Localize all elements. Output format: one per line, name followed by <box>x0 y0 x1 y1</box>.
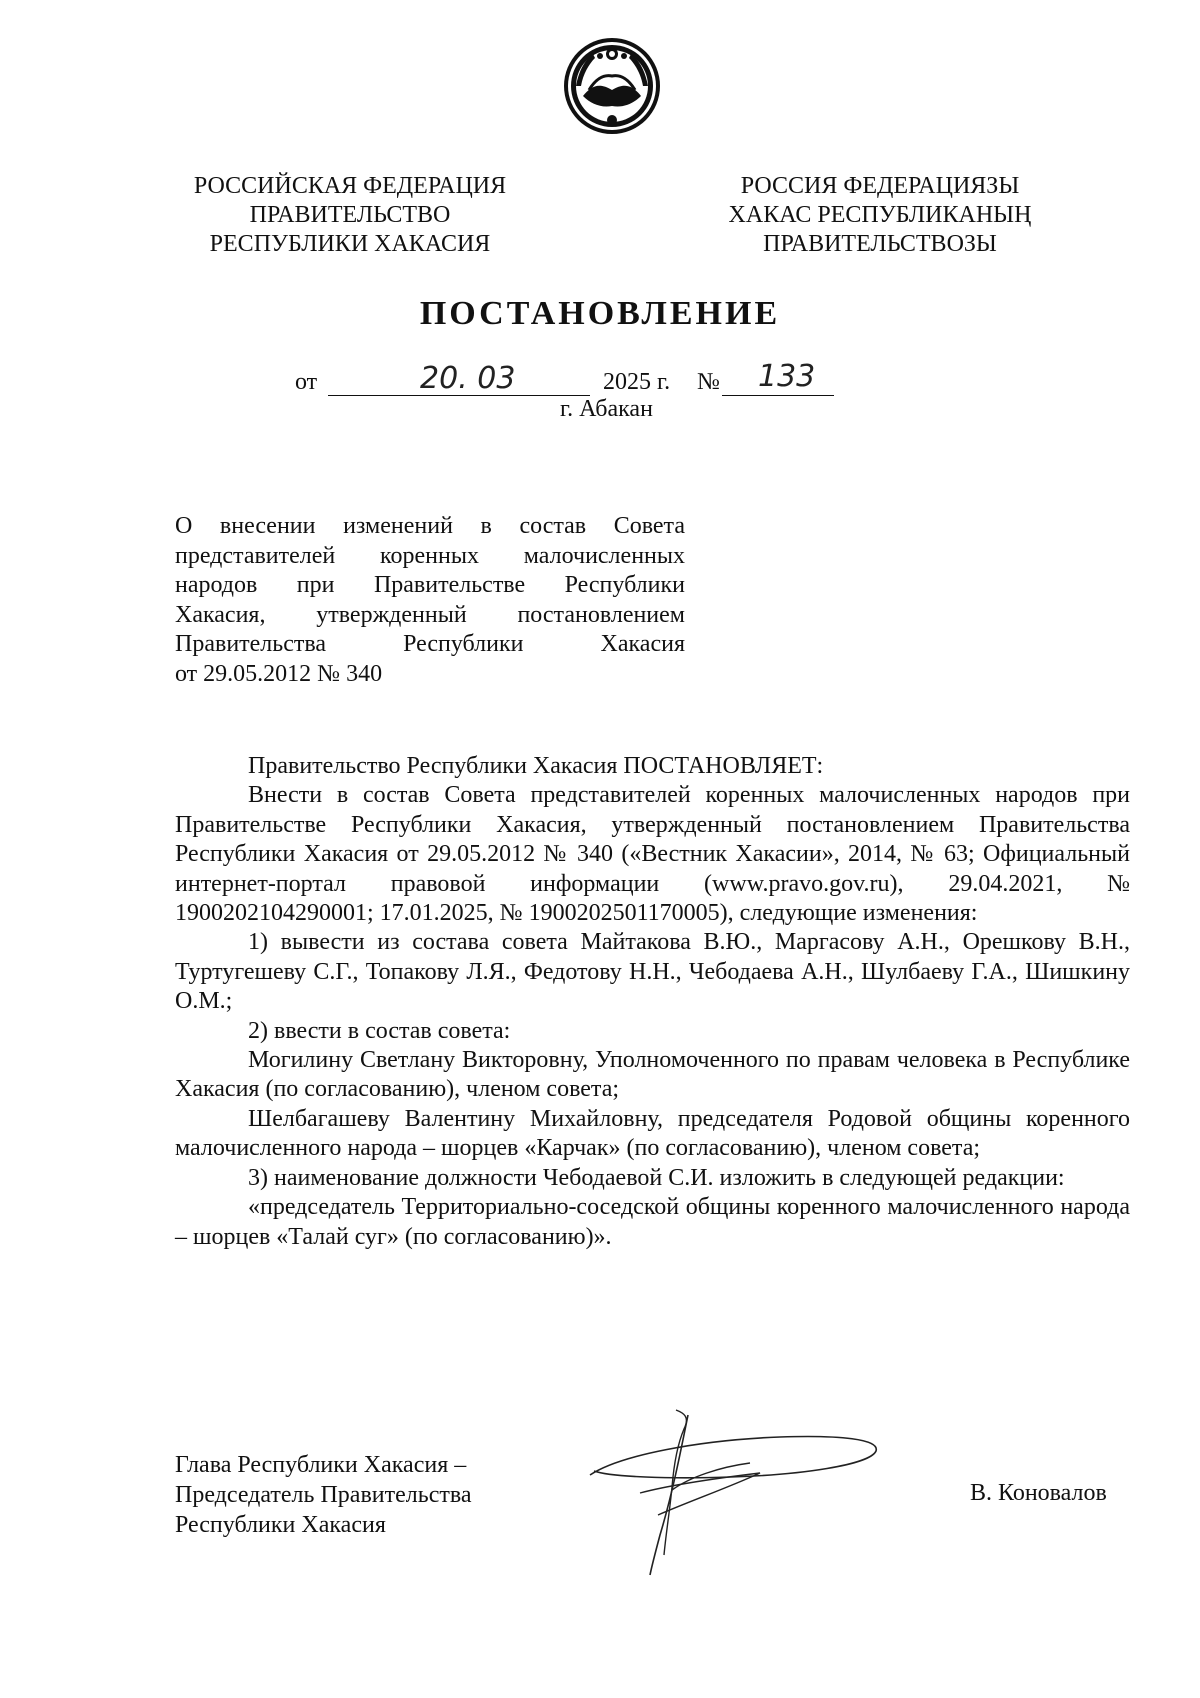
date-prefix: от <box>295 369 318 395</box>
subject-line-5: Правительства Республики Хакасия <box>175 631 685 657</box>
signatory-position-line-3: Республики Хакасия <box>175 1512 386 1538</box>
header-right-line-1: РОССИЯ ФЕДЕРАЦИЯЗЫ <box>740 173 1020 199</box>
body-paragraph-7: 3) наименование должности Чебодаевой С.И. изложить в следующей редакции: <box>248 1164 1065 1191</box>
header-left-line-2: ПРАВИТЕЛЬСТВО <box>249 202 451 228</box>
city-label: г. Абакан <box>560 396 653 422</box>
header-right-block <box>705 172 1055 259</box>
subject-line-6: от 29.05.2012 № 340 <box>175 660 383 687</box>
body-paragraph-5: Могилину Светлану Викторовну, Уполномоченного по правам человека в Республике Хакасия (по согласованию), членом совета; <box>175 1047 1130 1103</box>
header-right-line-2: ХАКАС РЕСПУБЛИКАНЫҢ <box>728 202 1032 228</box>
subject-line-4: Хакасия, утвержденный постановлением <box>175 601 685 628</box>
signatory-name: В. Коновалов <box>970 1480 1107 1506</box>
handwritten-date: 20. 03 <box>420 361 516 396</box>
body-paragraph-1: Правительство Республики Хакасия ПОСТАНОВЛЯЕТ: <box>248 753 824 779</box>
body-paragraph-4: 2) ввести в состав совета: <box>248 1017 511 1044</box>
handwritten-signature-icon <box>580 1405 910 1585</box>
body-paragraph-8: «председатель Территориально-соседской общины коренного малочисленного народа – шорцев «Талай суг» (по согласованию)». <box>175 1194 1130 1250</box>
header-left-line-3: РЕСПУБЛИКИ ХАКАСИЯ <box>209 231 491 257</box>
handwritten-number: 133 <box>758 359 816 394</box>
header-left-line-1: РОССИЙСКАЯ ФЕДЕРАЦИЯ <box>193 173 507 199</box>
signatory-position-line-2: Председатель Правительства <box>175 1482 472 1508</box>
subject-line-3: народов при Правительстве Республики <box>175 572 685 598</box>
subject-line-1: О внесении изменений в состав Совета <box>175 513 685 539</box>
header-left-block <box>175 172 525 259</box>
document-subject <box>175 512 685 689</box>
document-body <box>175 752 1130 1252</box>
document-title: ПОСТАНОВЛЕНИЕ <box>419 295 781 332</box>
number-underline <box>722 395 834 396</box>
year-label: 2025 г. <box>603 369 671 395</box>
body-paragraph-6: Шелбагашеву Валентину Михайловну, председателя Родовой общины коренного малочисленного народа – шорцев «Карчак» (по согласованию), членом совета; <box>175 1105 1130 1162</box>
header-right-line-3: ПРАВИТЕЛЬСТВОЗЫ <box>763 231 997 257</box>
body-paragraph-3: 1) вывести из состава совета Майтакова В.Ю., Маргасову А.Н., Орешкову В.Н., Туртугешеву С.Г., Топакову Л.Я., Федотову Н.Н., Чебодаева А.Н., Шулбаеву Г.А., Шишкину О.М.; <box>175 929 1130 1015</box>
body-paragraph-2: Внести в состав Совета представителей коренных малочисленных народов при Правительстве Республики Хакасия, утвержденный постановлением Правительства Республики Хакасия от 29.05.2012 № 340 («Вестник Хакасии», 2014, № 63; Официальный интернет-портал правовой информации (www.pravo.gov.ru), 29.04.2021, № 1900202104290001; 17.01.2025, № 1900202501170005), следующие изменения: <box>175 782 1130 927</box>
number-label: № <box>697 369 720 395</box>
signatory-position <box>175 1450 472 1540</box>
signatory-position-line-1: Глава Республики Хакасия – <box>175 1452 467 1478</box>
coat-of-arms-emblem-icon <box>559 30 665 140</box>
subject-line-2: представителей коренных малочисленных <box>175 542 685 569</box>
